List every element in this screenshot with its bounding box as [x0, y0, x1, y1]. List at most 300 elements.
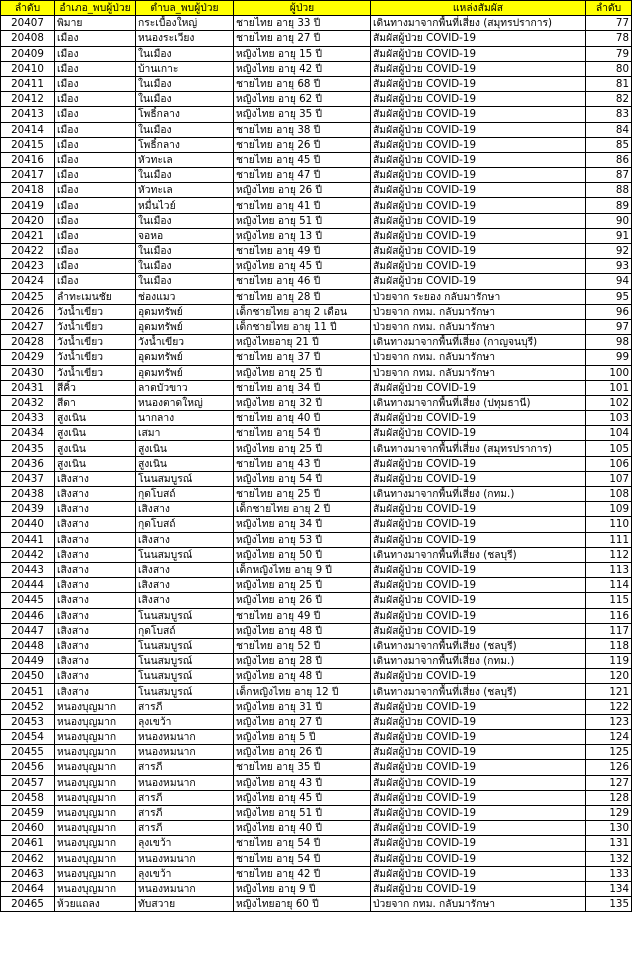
case-number-cell: 20463	[1, 866, 55, 881]
district-cell: สีดา	[55, 395, 136, 410]
patient-cell: ชายไทย อายุ 35 ปี	[234, 760, 371, 775]
subdistrict-cell: ในเมือง	[136, 76, 234, 91]
table-row	[1, 259, 632, 274]
subdistrict-cell: ในเมือง	[136, 92, 234, 107]
exposure-source-cell: สัมผัสผู้ป่วย COVID-19	[371, 790, 586, 805]
case-number-cell: 20429	[1, 350, 55, 365]
table-row	[1, 426, 632, 441]
district-cell: เมือง	[55, 61, 136, 76]
district-cell: หนองบุญมาก	[55, 745, 136, 760]
case-number-cell: 20440	[1, 517, 55, 532]
sequence-cell: 97	[586, 319, 632, 334]
table-row	[1, 866, 632, 881]
sequence-cell: 94	[586, 274, 632, 289]
sequence-cell: 127	[586, 775, 632, 790]
table-row	[1, 517, 632, 532]
table-row	[1, 714, 632, 729]
sequence-cell: 115	[586, 593, 632, 608]
case-number-cell: 20423	[1, 259, 55, 274]
district-cell: เสิงสาง	[55, 623, 136, 638]
table-row	[1, 684, 632, 699]
table-row	[1, 61, 632, 76]
district-cell: เสิงสาง	[55, 547, 136, 562]
district-cell: เมือง	[55, 122, 136, 137]
sequence-cell: 83	[586, 107, 632, 122]
table-row	[1, 593, 632, 608]
patient-cell: หญิงไทย อายุ 26 ปี	[234, 593, 371, 608]
patient-cell: หญิงไทย อายุ 50 ปี	[234, 547, 371, 562]
case-number-cell: 20460	[1, 821, 55, 836]
case-number-cell: 20437	[1, 471, 55, 486]
exposure-source-cell: เดินทางมาจากพื้นที่เสี่ยง (ชลบุรี)	[371, 684, 586, 699]
exposure-source-cell: ป่วยจาก กทม. กลับมารักษา	[371, 365, 586, 380]
patient-cell: หญิงไทย อายุ 32 ปี	[234, 395, 371, 410]
exposure-source-cell: สัมผัสผู้ป่วย COVID-19	[371, 76, 586, 91]
sequence-cell: 102	[586, 395, 632, 410]
subdistrict-cell: โนนสมบูรณ์	[136, 547, 234, 562]
district-cell: หนองบุญมาก	[55, 699, 136, 714]
sequence-cell: 114	[586, 578, 632, 593]
case-number-cell: 20459	[1, 805, 55, 820]
subdistrict-cell: เสิงสาง	[136, 562, 234, 577]
patient-cell: เด็กหญิงไทย อายุ 9 ปี	[234, 562, 371, 577]
case-number-cell: 20432	[1, 395, 55, 410]
exposure-source-cell: เดินทางมาจากพื้นที่เสี่ยง (กทม.)	[371, 654, 586, 669]
sequence-cell: 105	[586, 441, 632, 456]
sequence-cell: 108	[586, 487, 632, 502]
case-number-cell: 20458	[1, 790, 55, 805]
exposure-source-cell: สัมผัสผู้ป่วย COVID-19	[371, 821, 586, 836]
table-row	[1, 380, 632, 395]
case-number-cell: 20438	[1, 487, 55, 502]
sequence-cell: 80	[586, 61, 632, 76]
table-row	[1, 730, 632, 745]
patient-cell: ชายไทย อายุ 28 ปี	[234, 289, 371, 304]
sequence-cell: 112	[586, 547, 632, 562]
district-cell: เมือง	[55, 244, 136, 259]
district-cell: เสิงสาง	[55, 669, 136, 684]
subdistrict-cell: หนองหมนาก	[136, 745, 234, 760]
subdistrict-cell: โนนสมบูรณ์	[136, 471, 234, 486]
sequence-cell: 85	[586, 137, 632, 152]
sequence-cell: 99	[586, 350, 632, 365]
patient-cell: ชายไทย อายุ 54 ปี	[234, 836, 371, 851]
table-row	[1, 897, 632, 912]
table-row	[1, 638, 632, 653]
exposure-source-cell: สัมผัสผู้ป่วย COVID-19	[371, 259, 586, 274]
case-number-cell: 20421	[1, 228, 55, 243]
case-number-cell: 20409	[1, 46, 55, 61]
exposure-source-cell: เดินทางมาจากพื้นที่เสี่ยง (กาญจนบุรี)	[371, 335, 586, 350]
table-row	[1, 76, 632, 91]
exposure-source-cell: เดินทางมาจากพื้นที่เสี่ยง (ชลบุรี)	[371, 638, 586, 653]
exposure-source-cell: สัมผัสผู้ป่วย COVID-19	[371, 593, 586, 608]
patient-cell: หญิงไทย อายุ 25 ปี	[234, 441, 371, 456]
case-number-cell: 20461	[1, 836, 55, 851]
sequence-cell: 100	[586, 365, 632, 380]
table-row	[1, 213, 632, 228]
sequence-cell: 91	[586, 228, 632, 243]
sequence-cell: 132	[586, 851, 632, 866]
case-number-cell: 20465	[1, 897, 55, 912]
subdistrict-cell: ในเมือง	[136, 259, 234, 274]
table-row	[1, 456, 632, 471]
patient-cell: ชายไทย อายุ 68 ปี	[234, 76, 371, 91]
table-row	[1, 198, 632, 213]
table-row	[1, 411, 632, 426]
exposure-source-cell: สัมผัสผู้ป่วย COVID-19	[371, 866, 586, 881]
sequence-cell: 125	[586, 745, 632, 760]
sequence-cell: 135	[586, 897, 632, 912]
case-number-cell: 20464	[1, 881, 55, 896]
district-cell: เมือง	[55, 92, 136, 107]
subdistrict-cell: สารภี	[136, 805, 234, 820]
subdistrict-cell: หนองตาดใหญ่	[136, 395, 234, 410]
patient-cell: เด็กชายไทย อายุ 2 ปี	[234, 502, 371, 517]
patient-cell: หญิงไทย อายุ 15 ปี	[234, 46, 371, 61]
exposure-source-cell: ป่วยจาก กทม. กลับมารักษา	[371, 304, 586, 319]
subdistrict-cell: สารภี	[136, 699, 234, 714]
exposure-source-cell: สัมผัสผู้ป่วย COVID-19	[371, 745, 586, 760]
table-row	[1, 16, 632, 31]
case-number-cell: 20442	[1, 547, 55, 562]
patient-cell: เด็กชายไทย อายุ 2 เดือน	[234, 304, 371, 319]
sequence-cell: 92	[586, 244, 632, 259]
sequence-cell: 117	[586, 623, 632, 638]
subdistrict-cell: อุดมทรัพย์	[136, 304, 234, 319]
case-number-cell: 20411	[1, 76, 55, 91]
sequence-cell: 120	[586, 669, 632, 684]
exposure-source-cell: สัมผัสผู้ป่วย COVID-19	[371, 411, 586, 426]
subdistrict-cell: อุดมทรัพย์	[136, 350, 234, 365]
header-row	[1, 1, 632, 16]
district-cell: พิมาย	[55, 16, 136, 31]
subdistrict-cell: โนนสมบูรณ์	[136, 669, 234, 684]
patient-cell: ชายไทย อายุ 42 ปี	[234, 866, 371, 881]
table-row	[1, 441, 632, 456]
patient-cell: หญิงไทย อายุ 31 ปี	[234, 699, 371, 714]
exposure-source-cell: สัมผัสผู้ป่วย COVID-19	[371, 730, 586, 745]
district-cell: สูงเนิน	[55, 411, 136, 426]
exposure-source-cell: สัมผัสผู้ป่วย COVID-19	[371, 699, 586, 714]
exposure-source-cell: เดินทางมาจากพื้นที่เสี่ยง (ปทุมธานี)	[371, 395, 586, 410]
subdistrict-cell: สารภี	[136, 821, 234, 836]
sequence-cell: 119	[586, 654, 632, 669]
sequence-cell: 111	[586, 532, 632, 547]
header-subdistrict: ตำบล_พบผู้ป่วย	[136, 1, 234, 16]
district-cell: เมือง	[55, 76, 136, 91]
sequence-cell: 110	[586, 517, 632, 532]
table-row	[1, 836, 632, 851]
exposure-source-cell: สัมผัสผู้ป่วย COVID-19	[371, 92, 586, 107]
district-cell: เมือง	[55, 213, 136, 228]
sequence-cell: 128	[586, 790, 632, 805]
case-number-cell: 20452	[1, 699, 55, 714]
table-row	[1, 152, 632, 167]
district-cell: หนองบุญมาก	[55, 821, 136, 836]
table-row	[1, 31, 632, 46]
district-cell: เสิงสาง	[55, 562, 136, 577]
subdistrict-cell: ลุงเขว้า	[136, 836, 234, 851]
patient-cell: หญิงไทย อายุ 45 ปี	[234, 259, 371, 274]
exposure-source-cell: สัมผัสผู้ป่วย COVID-19	[371, 426, 586, 441]
patient-cell: ชายไทย อายุ 54 ปี	[234, 426, 371, 441]
subdistrict-cell: นากลาง	[136, 411, 234, 426]
subdistrict-cell: อุดมทรัพย์	[136, 365, 234, 380]
case-number-cell: 20462	[1, 851, 55, 866]
district-cell: เมือง	[55, 107, 136, 122]
patient-cell: หญิงไทย อายุ 35 ปี	[234, 107, 371, 122]
patient-cell: ชายไทย อายุ 26 ปี	[234, 137, 371, 152]
table-row	[1, 805, 632, 820]
subdistrict-cell: หัวทะเล	[136, 183, 234, 198]
district-cell: เมือง	[55, 152, 136, 167]
case-number-cell: 20413	[1, 107, 55, 122]
table-row	[1, 228, 632, 243]
patient-cell: หญิงไทย อายุ 54 ปี	[234, 471, 371, 486]
district-cell: เมือง	[55, 198, 136, 213]
patient-cell: ชายไทย อายุ 27 ปี	[234, 31, 371, 46]
district-cell: หนองบุญมาก	[55, 790, 136, 805]
exposure-source-cell: สัมผัสผู้ป่วย COVID-19	[371, 168, 586, 183]
patient-cell: หญิงไทย อายุ 25 ปี	[234, 365, 371, 380]
header-exposure-source: แหล่งสัมผัส	[371, 1, 586, 16]
district-cell: วังน้ำเขียว	[55, 319, 136, 334]
table-row	[1, 578, 632, 593]
district-cell: เสิงสาง	[55, 608, 136, 623]
exposure-source-cell: สัมผัสผู้ป่วย COVID-19	[371, 805, 586, 820]
patient-cell: ชายไทย อายุ 37 ปี	[234, 350, 371, 365]
subdistrict-cell: โนนสมบูรณ์	[136, 684, 234, 699]
subdistrict-cell: ลุงเขว้า	[136, 714, 234, 729]
district-cell: เสิงสาง	[55, 487, 136, 502]
table-row	[1, 274, 632, 289]
subdistrict-cell: ในเมือง	[136, 213, 234, 228]
subdistrict-cell: หนองหมนาก	[136, 730, 234, 745]
subdistrict-cell: สารภี	[136, 760, 234, 775]
patient-cell: ชายไทย อายุ 47 ปี	[234, 168, 371, 183]
subdistrict-cell: หมื่นไวย์	[136, 198, 234, 213]
exposure-source-cell: สัมผัสผู้ป่วย COVID-19	[371, 274, 586, 289]
district-cell: หนองบุญมาก	[55, 866, 136, 881]
sequence-cell: 81	[586, 76, 632, 91]
case-number-cell: 20448	[1, 638, 55, 653]
patient-cell: หญิงไทย อายุ 40 ปี	[234, 821, 371, 836]
case-number-cell: 20445	[1, 593, 55, 608]
case-number-cell: 20457	[1, 775, 55, 790]
table-row	[1, 608, 632, 623]
exposure-source-cell: เดินทางมาจากพื้นที่เสี่ยง (สมุทรปราการ)	[371, 16, 586, 31]
patient-cell: หญิงไทย อายุ 48 ปี	[234, 669, 371, 684]
table-row	[1, 92, 632, 107]
patient-cell: หญิงไทย อายุ 27 ปี	[234, 714, 371, 729]
district-cell: เสิงสาง	[55, 517, 136, 532]
district-cell: ห้วยแถลง	[55, 897, 136, 912]
patient-cell: ชายไทย อายุ 25 ปี	[234, 487, 371, 502]
exposure-source-cell: สัมผัสผู้ป่วย COVID-19	[371, 122, 586, 137]
subdistrict-cell: เสมา	[136, 426, 234, 441]
subdistrict-cell: สูงเนิน	[136, 441, 234, 456]
district-cell: สีคิ้ว	[55, 380, 136, 395]
table-row	[1, 851, 632, 866]
sequence-cell: 104	[586, 426, 632, 441]
sequence-cell: 103	[586, 411, 632, 426]
patient-cell: ชายไทย อายุ 52 ปี	[234, 638, 371, 653]
sequence-cell: 129	[586, 805, 632, 820]
sequence-cell: 89	[586, 198, 632, 213]
table-row	[1, 350, 632, 365]
sequence-cell: 82	[586, 92, 632, 107]
patient-cell: ชายไทย อายุ 46 ปี	[234, 274, 371, 289]
sequence-cell: 124	[586, 730, 632, 745]
exposure-source-cell: สัมผัสผู้ป่วย COVID-19	[371, 107, 586, 122]
sequence-cell: 77	[586, 16, 632, 31]
case-number-cell: 20443	[1, 562, 55, 577]
case-number-cell: 20407	[1, 16, 55, 31]
table-row	[1, 532, 632, 547]
exposure-source-cell: สัมผัสผู้ป่วย COVID-19	[371, 244, 586, 259]
table-row	[1, 304, 632, 319]
case-number-cell: 20455	[1, 745, 55, 760]
patient-cell: หญิงไทยอายุ 21 ปี	[234, 335, 371, 350]
header-case-number: ลำดับ	[1, 1, 55, 16]
sequence-cell: 130	[586, 821, 632, 836]
sequence-cell: 86	[586, 152, 632, 167]
subdistrict-cell: อุดมทรัพย์	[136, 319, 234, 334]
subdistrict-cell: เสิงสาง	[136, 532, 234, 547]
case-number-cell: 20417	[1, 168, 55, 183]
patient-cell: ชายไทย อายุ 41 ปี	[234, 198, 371, 213]
exposure-source-cell: สัมผัสผู้ป่วย COVID-19	[371, 183, 586, 198]
sequence-cell: 96	[586, 304, 632, 319]
sequence-cell: 116	[586, 608, 632, 623]
table-row	[1, 471, 632, 486]
district-cell: วังน้ำเขียว	[55, 304, 136, 319]
sequence-cell: 118	[586, 638, 632, 653]
case-number-cell: 20410	[1, 61, 55, 76]
exposure-source-cell: สัมผัสผู้ป่วย COVID-19	[371, 881, 586, 896]
case-number-cell: 20450	[1, 669, 55, 684]
exposure-source-cell: สัมผัสผู้ป่วย COVID-19	[371, 608, 586, 623]
table-row	[1, 669, 632, 684]
exposure-source-cell: สัมผัสผู้ป่วย COVID-19	[371, 46, 586, 61]
district-cell: สูงเนิน	[55, 441, 136, 456]
exposure-source-cell: สัมผัสผู้ป่วย COVID-19	[371, 760, 586, 775]
subdistrict-cell: ในเมือง	[136, 274, 234, 289]
exposure-source-cell: สัมผัสผู้ป่วย COVID-19	[371, 198, 586, 213]
exposure-source-cell: สัมผัสผู้ป่วย COVID-19	[371, 502, 586, 517]
subdistrict-cell: กระเบื้องใหญ่	[136, 16, 234, 31]
patient-cell: ชายไทย อายุ 54 ปี	[234, 851, 371, 866]
district-cell: วังน้ำเขียว	[55, 335, 136, 350]
case-number-cell: 20433	[1, 411, 55, 426]
district-cell: เมือง	[55, 183, 136, 198]
exposure-source-cell: เดินทางมาจากพื้นที่เสี่ยง (สมุทรปราการ)	[371, 441, 586, 456]
patient-cell: ชายไทย อายุ 49 ปี	[234, 244, 371, 259]
case-number-cell: 20434	[1, 426, 55, 441]
district-cell: หนองบุญมาก	[55, 760, 136, 775]
district-cell: เมือง	[55, 168, 136, 183]
exposure-source-cell: สัมผัสผู้ป่วย COVID-19	[371, 380, 586, 395]
exposure-source-cell: สัมผัสผู้ป่วย COVID-19	[371, 471, 586, 486]
table-row	[1, 137, 632, 152]
subdistrict-cell: หนองหมนาก	[136, 851, 234, 866]
exposure-source-cell: สัมผัสผู้ป่วย COVID-19	[371, 61, 586, 76]
subdistrict-cell: วังน้ำเขียว	[136, 335, 234, 350]
patient-cell: ชายไทย อายุ 34 ปี	[234, 380, 371, 395]
sequence-cell: 126	[586, 760, 632, 775]
table-row	[1, 562, 632, 577]
table-row	[1, 319, 632, 334]
header-district: อำเภอ_พบผู้ป่วย	[55, 1, 136, 16]
case-number-cell: 20436	[1, 456, 55, 471]
district-cell: เสิงสาง	[55, 502, 136, 517]
exposure-source-cell: สัมผัสผู้ป่วย COVID-19	[371, 836, 586, 851]
case-number-cell: 20418	[1, 183, 55, 198]
patient-cell: หญิงไทย อายุ 53 ปี	[234, 532, 371, 547]
table-row	[1, 654, 632, 669]
patient-cell: หญิงไทย อายุ 51 ปี	[234, 213, 371, 228]
subdistrict-cell: เสิงสาง	[136, 502, 234, 517]
district-cell: เมือง	[55, 46, 136, 61]
exposure-source-cell: ป่วยจาก กทม. กลับมารักษา	[371, 350, 586, 365]
district-cell: หนองบุญมาก	[55, 805, 136, 820]
district-cell: เสิงสาง	[55, 471, 136, 486]
case-number-cell: 20412	[1, 92, 55, 107]
sequence-cell: 113	[586, 562, 632, 577]
case-number-cell: 20408	[1, 31, 55, 46]
sequence-cell: 106	[586, 456, 632, 471]
patient-cell: หญิงไทย อายุ 26 ปี	[234, 183, 371, 198]
exposure-source-cell: สัมผัสผู้ป่วย COVID-19	[371, 851, 586, 866]
patient-cell: หญิงไทย อายุ 42 ปี	[234, 61, 371, 76]
subdistrict-cell: ทับสวาย	[136, 897, 234, 912]
subdistrict-cell: ช่องแมว	[136, 289, 234, 304]
table-row	[1, 775, 632, 790]
case-number-cell: 20416	[1, 152, 55, 167]
subdistrict-cell: โพธิ์กลาง	[136, 107, 234, 122]
sequence-cell: 133	[586, 866, 632, 881]
sequence-cell: 93	[586, 259, 632, 274]
case-number-cell: 20431	[1, 380, 55, 395]
subdistrict-cell: สารภี	[136, 790, 234, 805]
case-number-cell: 20426	[1, 304, 55, 319]
subdistrict-cell: บ้านเกาะ	[136, 61, 234, 76]
exposure-source-cell: ป่วยจาก กทม. กลับมารักษา	[371, 897, 586, 912]
district-cell: หนองบุญมาก	[55, 851, 136, 866]
table-row	[1, 168, 632, 183]
patient-cell: ชายไทย อายุ 43 ปี	[234, 456, 371, 471]
patient-cell: เด็กหญิงไทย อายุ 12 ปี	[234, 684, 371, 699]
exposure-source-cell: สัมผัสผู้ป่วย COVID-19	[371, 578, 586, 593]
table-row	[1, 335, 632, 350]
district-cell: เสิงสาง	[55, 684, 136, 699]
district-cell: หนองบุญมาก	[55, 714, 136, 729]
case-number-cell: 20427	[1, 319, 55, 334]
patient-cell: ชายไทย อายุ 49 ปี	[234, 608, 371, 623]
subdistrict-cell: เสิงสาง	[136, 578, 234, 593]
sequence-cell: 121	[586, 684, 632, 699]
table-row	[1, 107, 632, 122]
subdistrict-cell: หนองหมนาก	[136, 881, 234, 896]
subdistrict-cell: หนองระเวียง	[136, 31, 234, 46]
table-row	[1, 760, 632, 775]
case-number-cell: 20419	[1, 198, 55, 213]
sequence-cell: 123	[586, 714, 632, 729]
district-cell: เสิงสาง	[55, 654, 136, 669]
subdistrict-cell: หนองหมนาก	[136, 775, 234, 790]
case-number-cell: 20430	[1, 365, 55, 380]
